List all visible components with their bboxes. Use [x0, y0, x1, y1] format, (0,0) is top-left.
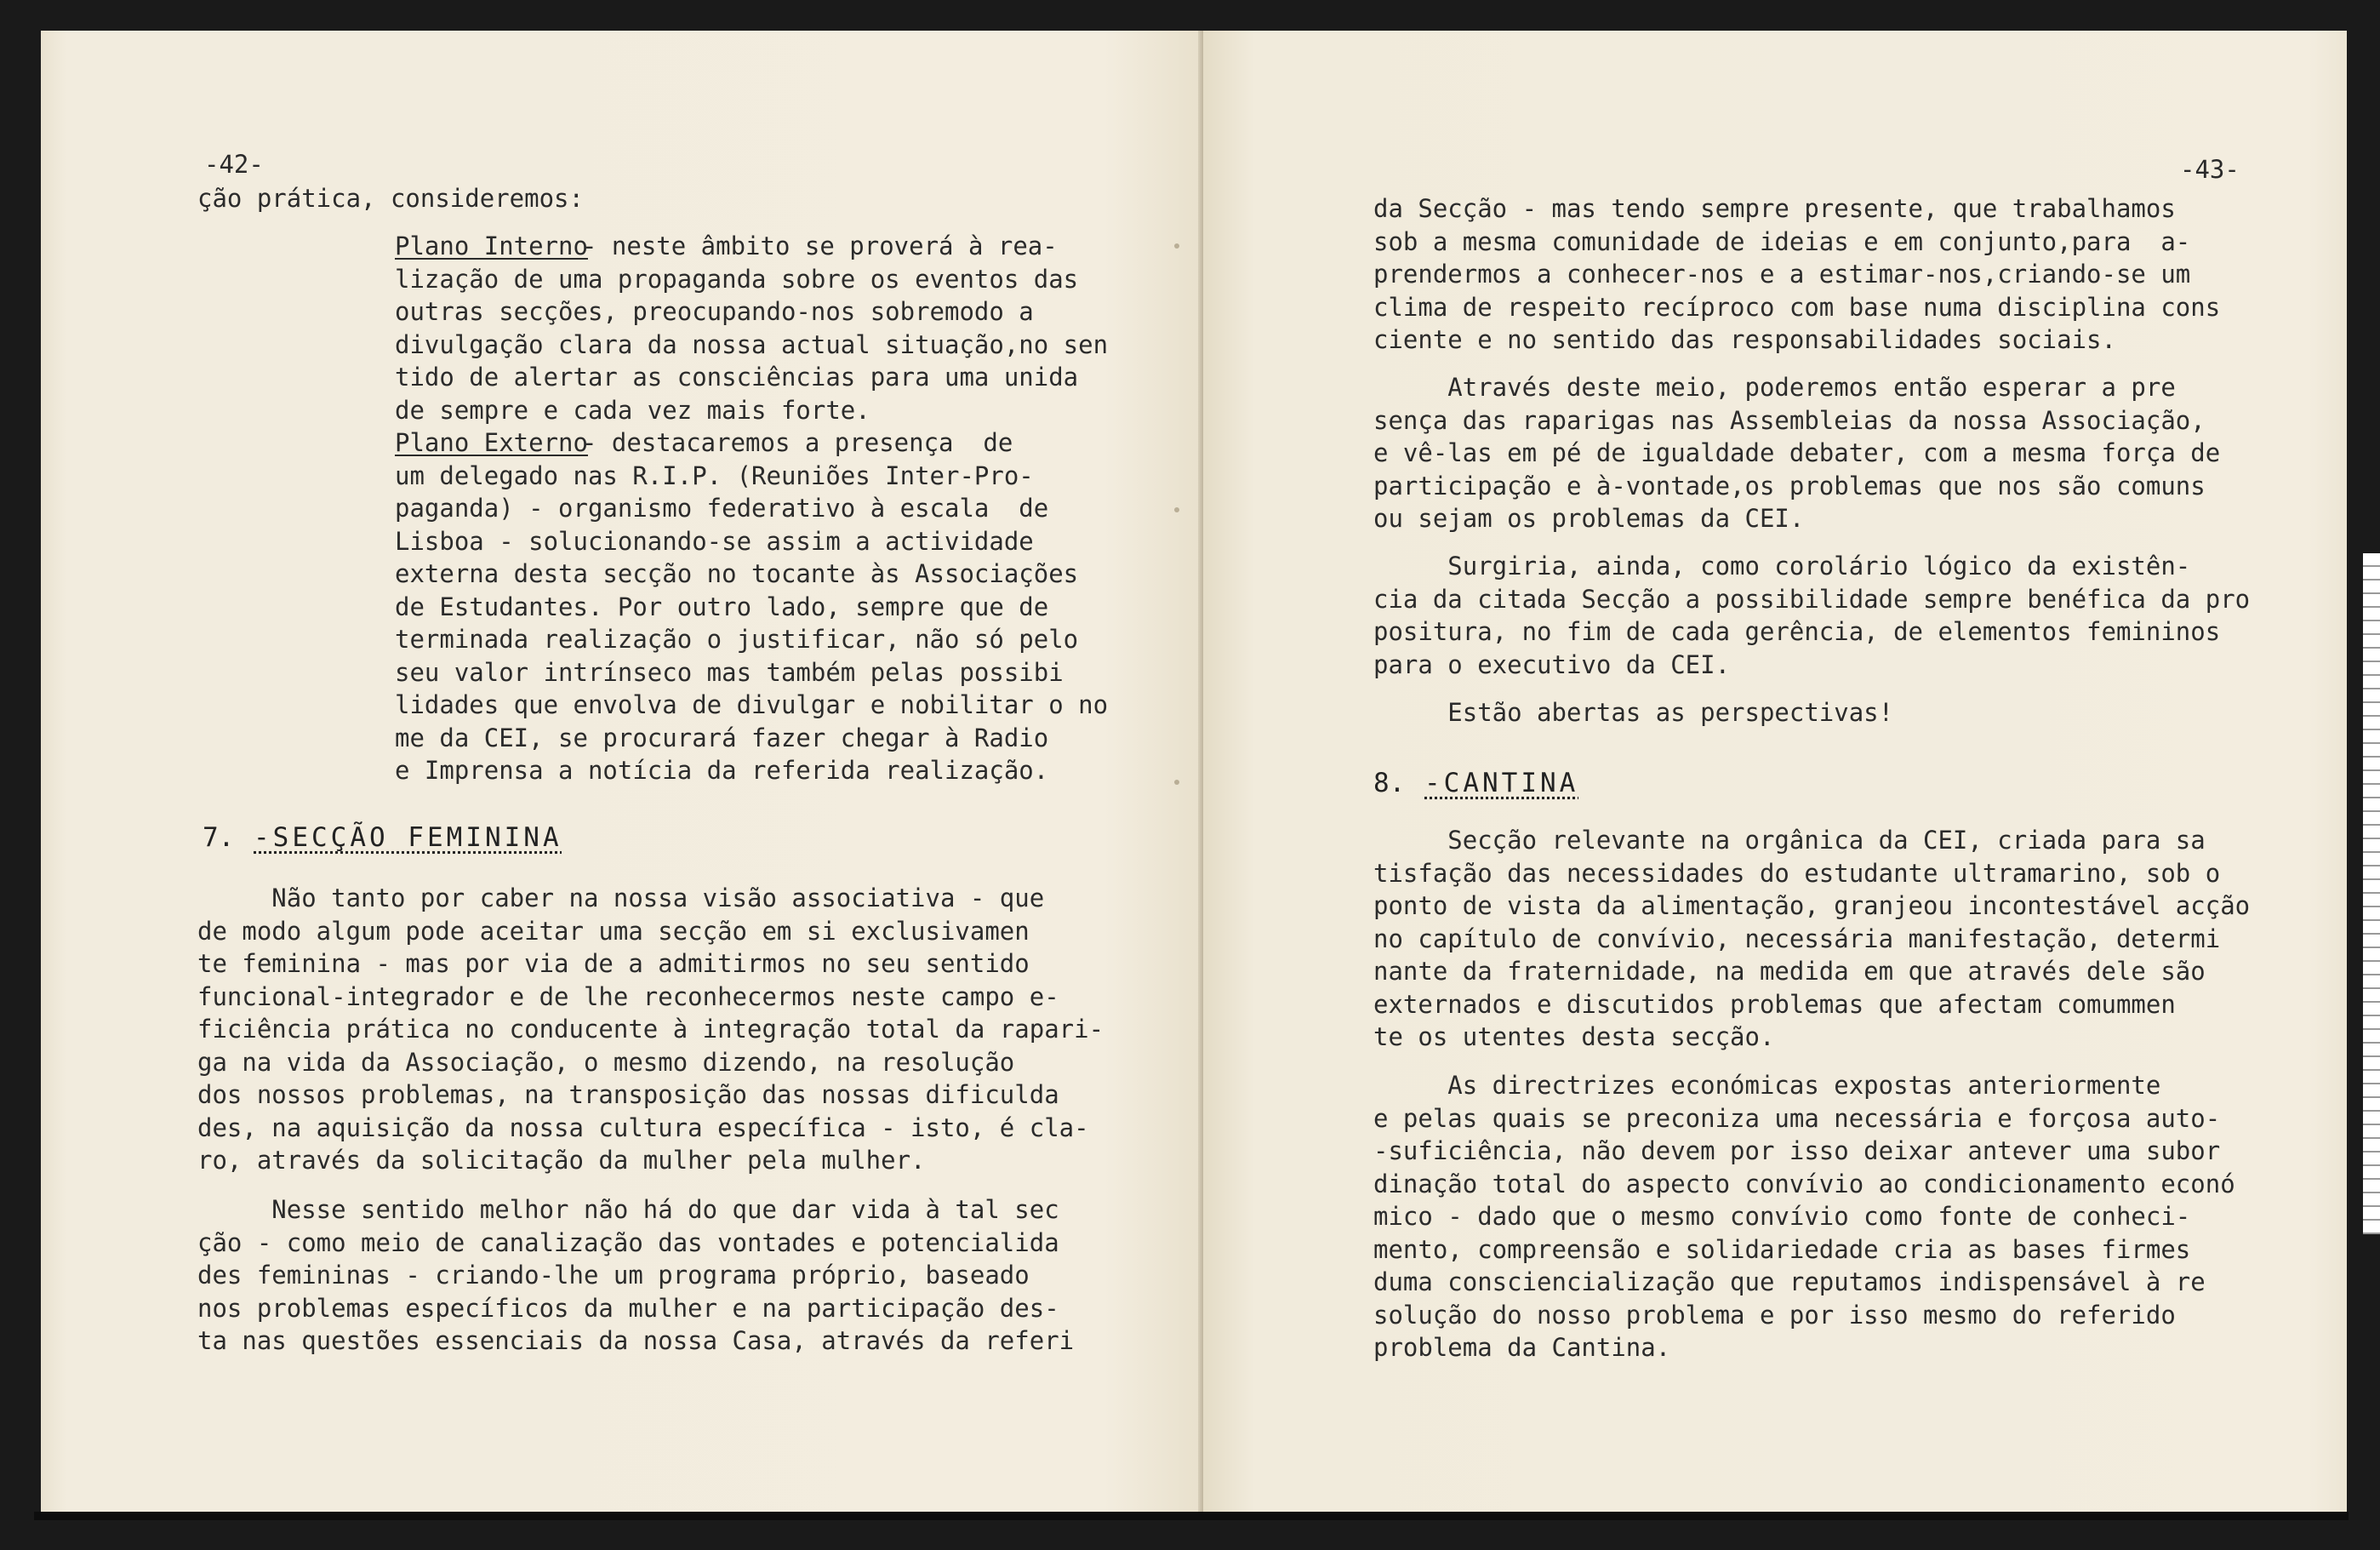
intro-line: ção prática, consideremos: [197, 184, 584, 213]
plano-externo-line-3: paganda) - organismo federativo à escala de [395, 494, 1049, 523]
right-p1-line-2: sob a mesma comunidade de ideias e em conjunto,para a- [1373, 226, 2191, 256]
section-7-p1-line-8: des, na aquisição da nossa cultura específica - isto, é cla- [197, 1112, 1089, 1142]
section-7-p2-line-1: Nesse sentido melhor não há do que dar vida à tal sec [197, 1195, 1059, 1224]
section-7-p2-line-5: ta nas questões essenciais da nossa Casa, através da referi [197, 1326, 1075, 1355]
section-7-p2-line-4: nos problemas específicos da mulher e na participação des- [197, 1293, 1059, 1323]
plano-externo-line-8: seu valor intrínseco mas também pelas possibi [395, 657, 1064, 687]
section-7-p1-line-2: de modo algum pode aceitar uma secção em si exclusivamen [197, 916, 1030, 946]
section-8-p2-line-5: mico - dado que o mesmo convívio como fonte de conheci- [1373, 1202, 2191, 1231]
section-7-p1-line-5: ficiência prática no conducente à integração total da rapari- [197, 1015, 1104, 1044]
section-7-p1-line-3: te feminina - mas por via de a admitirmos no seu sentido [197, 949, 1030, 978]
right-p1-line-5: ciente e no sentido das responsabilidades sociais. [1373, 325, 2116, 354]
right-page [1203, 31, 2347, 1516]
section-7-p1-line-4: funcional-integrador e de lhe reconhecermos neste campo e- [197, 981, 1059, 1011]
section-8-p1-line-1: Secção relevante na orgânica da CEI, criada para sa [1373, 826, 2206, 855]
right-p3-line-3: positura, no fim de cada gerência, de elementos femininos [1373, 617, 2221, 646]
left-page [41, 31, 1203, 1516]
section-7-p2-line-2: ção - como meio de canalização das vontades e potencialida [197, 1227, 1059, 1257]
page-number-right: -43- [2180, 155, 2240, 184]
plano-externo-line-7: terminada realização o justificar, não só pelo [395, 625, 1079, 654]
section-8-p1-line-6: externados e discutidos problemas que afectam comummen [1373, 989, 2176, 1019]
section-7-p1-line-7: dos nossos problemas, na transposição das nossas dificulda [197, 1080, 1059, 1109]
right-p1-line-1: da Secção - mas tendo sempre presente, que trabalhamos [1373, 194, 2176, 223]
section-7-p1-line-1: Não tanto por caber na nossa visão associativa - que [197, 884, 1045, 912]
right-p2-line-3: e vê-las em pé de igualdade debater, com a mesma força de [1373, 438, 2221, 467]
right-p1-line-3: prendermos a conhecer-nos e a estimar-nos,criando-se um [1373, 260, 2191, 289]
page-edge-strip [2363, 553, 2380, 1234]
plano-interno-line-6: de sempre e cada vez mais forte. [395, 395, 870, 425]
plano-externo-line-10: me da CEI, se procurará fazer chegar à Radio [395, 723, 1049, 752]
plano-interno-line-2: lização de uma propaganda sobre os eventos das [395, 264, 1079, 294]
right-p3-line-4: para o executivo da CEI. [1373, 649, 1731, 679]
section-8-p1-line-2: tisfação das necessidades do estudante ultramarino, sob o [1373, 858, 2221, 888]
plano-externo-line-6: de Estudantes. Por outro lado, sempre que de [395, 592, 1049, 621]
right-p2-line-2: sença das raparigas nas Assembleias da nossa Associação, [1373, 405, 2206, 435]
plano-externo-line-2: um delegado nas R.I.P. (Reuniões Inter-Pro- [395, 460, 1034, 490]
section-8-p2-line-7: duma consciencialização que reputamos indispensável à re [1373, 1267, 2206, 1296]
plano-externo-label: Plano Externo [395, 428, 588, 457]
section-7-heading: 7. -SECÇÃO FEMININA [203, 822, 562, 853]
plano-externo-line-11: e Imprensa a notícia da referida realização. [395, 756, 1049, 785]
right-p3-line-2: cia da citada Secção a possibilidade sempre benéfica da pro [1373, 584, 2251, 614]
plano-externo-line-9: lidades que envolva de divulgar e nobilitar o no [395, 690, 1109, 719]
plano-externo-line-5: externa desta secção no tocante às Associações [395, 559, 1079, 588]
right-p2-line-1: Através deste meio, poderemos então esperar a pre [1373, 373, 2176, 402]
plano-interno-line-3: outras secções, preocupando-nos sobremodo a [395, 297, 1034, 326]
page-number-left: -42- [204, 150, 264, 179]
plano-externo-line-4: Lisboa - solucionando-se assim a actividade [395, 526, 1034, 556]
section-8-p1-line-3: ponto de vista da alimentação, granjeou incontestável acção [1373, 891, 2251, 920]
stitch-hole [1174, 507, 1179, 512]
section-8-p2-line-8: solução do nosso problema e por isso mesmo do referido [1373, 1300, 2176, 1330]
plano-interno-label: Plano Interno [395, 232, 588, 260]
section-7-p2-line-3: des femininas - criando-lhe um programa próprio, baseado [197, 1261, 1030, 1290]
section-7-p1-line-9: ro, através da solicitação da mulher pela mulher. [197, 1146, 926, 1175]
plano-externo-line-1: - destacaremos a presença de [582, 428, 1013, 457]
right-p2-line-4: participação e à-vontade,os problemas que nos são comuns [1373, 471, 2206, 500]
plano-interno-line-1: - neste âmbito se proverá à rea- [582, 232, 1058, 260]
plano-interno-line-5: tido de alertar as consciências para uma unida [395, 363, 1079, 392]
open-book [41, 31, 2347, 1516]
plano-interno-line-4: divulgação clara da nossa actual situação,no sen [395, 329, 1109, 359]
right-p4: Estão abertas as perspectivas! [1373, 698, 1894, 727]
section-8-p1-line-5: nante da fraternidade, na medida em que através dele são [1373, 957, 2206, 986]
stitch-hole [1174, 243, 1179, 249]
section-8-p2-line-3: -suficiência, não devem por isso deixar antever uma subor [1373, 1136, 2221, 1165]
section-8-heading: 8. -CANTINA [1373, 768, 1579, 798]
section-8-p1-line-7: te os utentes desta secção. [1373, 1022, 1775, 1051]
section-7-p1-line-6: ga na vida da Associação, o mesmo dizendo, na resolução [197, 1047, 1015, 1077]
section-8-p2-line-2: e pelas quais se preconiza uma necessária e forçosa auto- [1373, 1103, 2221, 1133]
right-p3-line-1: Surgiria, ainda, como corolário lógico da existên- [1373, 552, 2191, 581]
right-p2-line-5: ou sejam os problemas da CEI. [1373, 504, 1805, 533]
stitch-hole [1174, 780, 1179, 785]
section-8-p2-line-1: As directrizes económicas expostas anteriormente [1373, 1071, 2161, 1100]
section-8-p1-line-4: no capítulo de convívio, necessária manifestação, determi [1373, 924, 2221, 953]
section-8-p2-line-6: mento, compreensão e solidariedade cria as bases firmes [1373, 1234, 2191, 1264]
book-bottom-edge [34, 1512, 2349, 1520]
section-8-p2-line-4: dinação total do aspecto convívio ao condicionamento econó [1373, 1169, 2235, 1198]
right-p1-line-4: clima de respeito recíproco com base numa disciplina cons [1373, 292, 2221, 322]
section-8-p2-line-9: problema da Cantina. [1373, 1333, 1671, 1362]
